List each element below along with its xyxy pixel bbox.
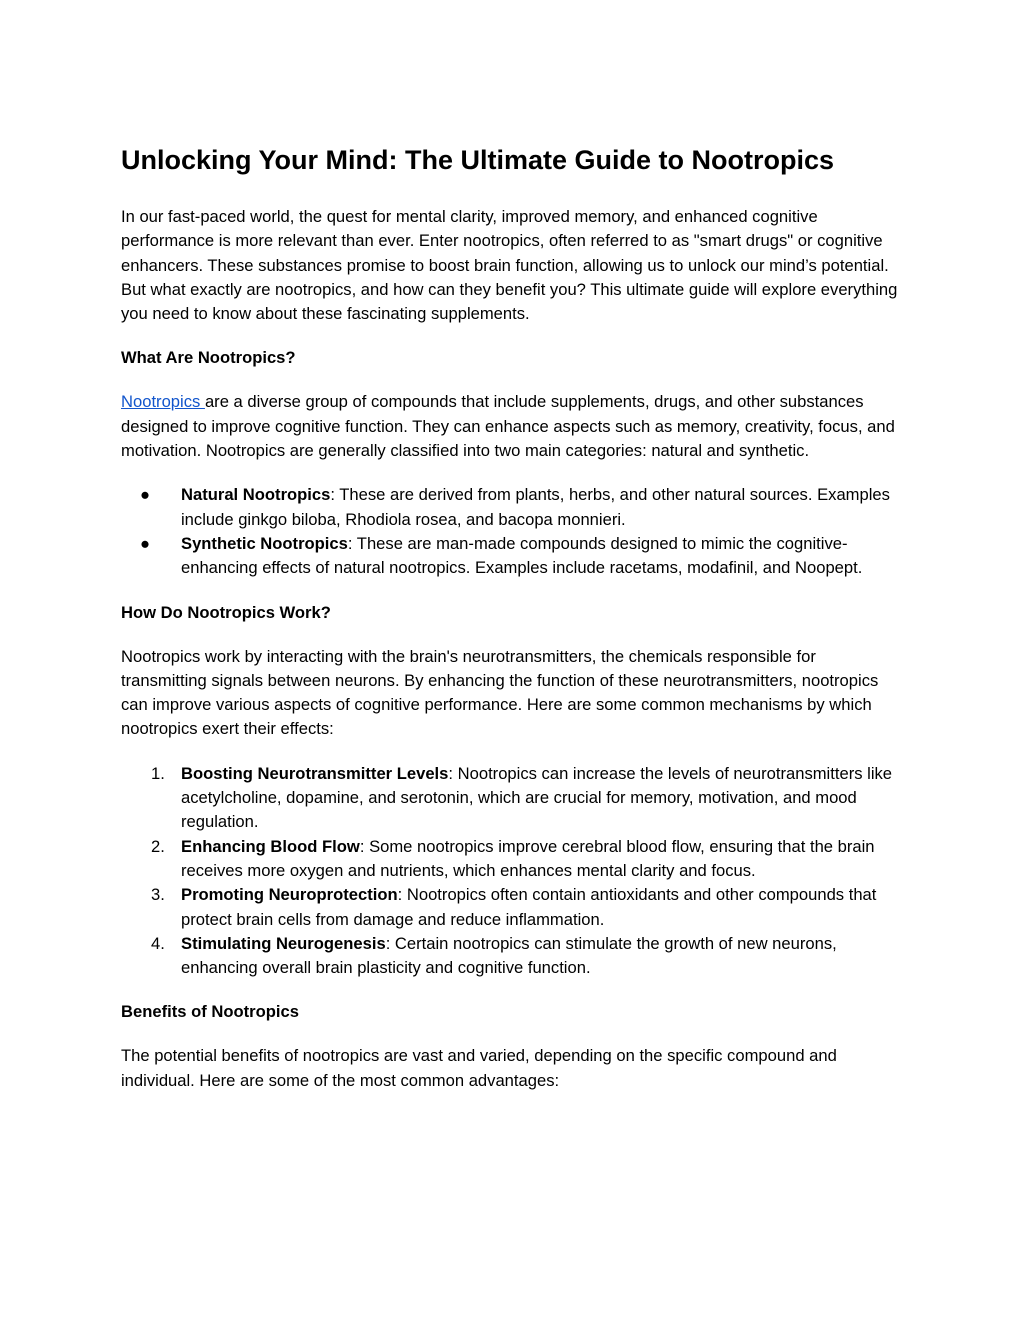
list-item — [121, 483, 904, 532]
list-item-text: : Some nootropics improve cerebral blood flow, ensuring that the brain receives more oxygen and nutrients, which enhances mental clarity and focus. — [181, 836, 875, 880]
list-number: 3. — [151, 885, 165, 905]
list-item-text: : Nootropics often contain antioxidants and other compounds that protect brain cells from damage and reduce inflammation. — [181, 885, 877, 929]
list-item — [121, 532, 904, 581]
list-item-term: Stimulating Neurogenesis — [181, 933, 386, 953]
section-heading-benefits-of-nootropics: Benefits of Nootropics — [121, 1002, 299, 1022]
nootropic-types-list — [121, 483, 904, 580]
list-number: 1. — [151, 763, 165, 783]
list-item — [121, 762, 904, 835]
section2-paragraph: Nootropics work by interacting with the brain's neurotransmitters, the chemicals responsible for transmitting signals between neurons. By enhancing the function of these neurotransmitters, nootropics can improve various aspects of cognitive performance. Here are some common mechanisms by which nootropics exert their effects: — [121, 646, 879, 739]
list-number: 2. — [151, 836, 165, 856]
section-heading-what-are-nootropics: What Are Nootropics? — [121, 348, 296, 368]
bullet-icon: ● — [140, 485, 151, 505]
list-item-term: Boosting Neurotransmitter Levels — [181, 763, 449, 783]
list-item-term: Synthetic Nootropics — [181, 533, 348, 553]
list-item-text: : These are derived from plants, herbs, and other natural sources. Examples include ginkgo biloba, Rhodiola rosea, and bacopa monnieri. — [181, 485, 890, 529]
list-number: 4. — [151, 933, 165, 953]
mechanisms-list — [121, 762, 904, 981]
list-item — [121, 883, 904, 932]
list-item-text: : Certain nootropics can stimulate the growth of new neurons, enhancing overall brain plasticity and cognitive function. — [181, 933, 837, 978]
list-item-text: : Nootropics can increase the levels of neurotransmitters like acetylcholine, dopamine, and serotonin, which are crucial for memory, motivation, and mood regulation. — [181, 763, 893, 832]
list-item-text: : These are man-made compounds designed to mimic the cognitive-enhancing effects of natural nootropics. Examples include racetams, modafinil, and Noopept. — [181, 533, 863, 578]
section-heading-how-do-nootropics-work: How Do Nootropics Work? — [121, 602, 331, 622]
intro-paragraph: In our fast-paced world, the quest for mental clarity, improved memory, and enhanced cognitive performance is more relevant than ever. Enter nootropics, often referred to as "smart drugs" or cognitive enhancers. These substances promise to boost brain function, allowing us to unlock our mind’s potential. But what exactly are nootropics, and how can they benefit you? This ultimate guide will explore everything you need to know about these fascinating supplements. — [121, 207, 898, 324]
list-item-term: Enhancing Blood Flow — [181, 836, 360, 856]
list-item-term: Natural Nootropics — [181, 485, 331, 505]
bullet-icon: ● — [140, 533, 151, 553]
list-item — [121, 835, 904, 884]
document-title: Unlocking Your Mind: The Ultimate Guide to Nootropics — [121, 145, 835, 175]
section3-paragraph: The potential benefits of nootropics are vast and varied, depending on the specific compound and individual. Here are some of the most common advantages: — [121, 1046, 837, 1090]
list-item-term: Promoting Neuroprotection — [181, 885, 398, 905]
section1-paragraph — [121, 390, 904, 463]
section1-paragraph-text: are a diverse group of compounds that include supplements, drugs, and other substances designed to improve cognitive function. They can enhance aspects such as memory, creativity, focus, and motivation. Nootropics are generally classified into two main categories: natural and synthetic. — [121, 392, 895, 461]
nootropics-link[interactable]: Nootropics — [121, 392, 205, 412]
list-item — [121, 932, 904, 981]
